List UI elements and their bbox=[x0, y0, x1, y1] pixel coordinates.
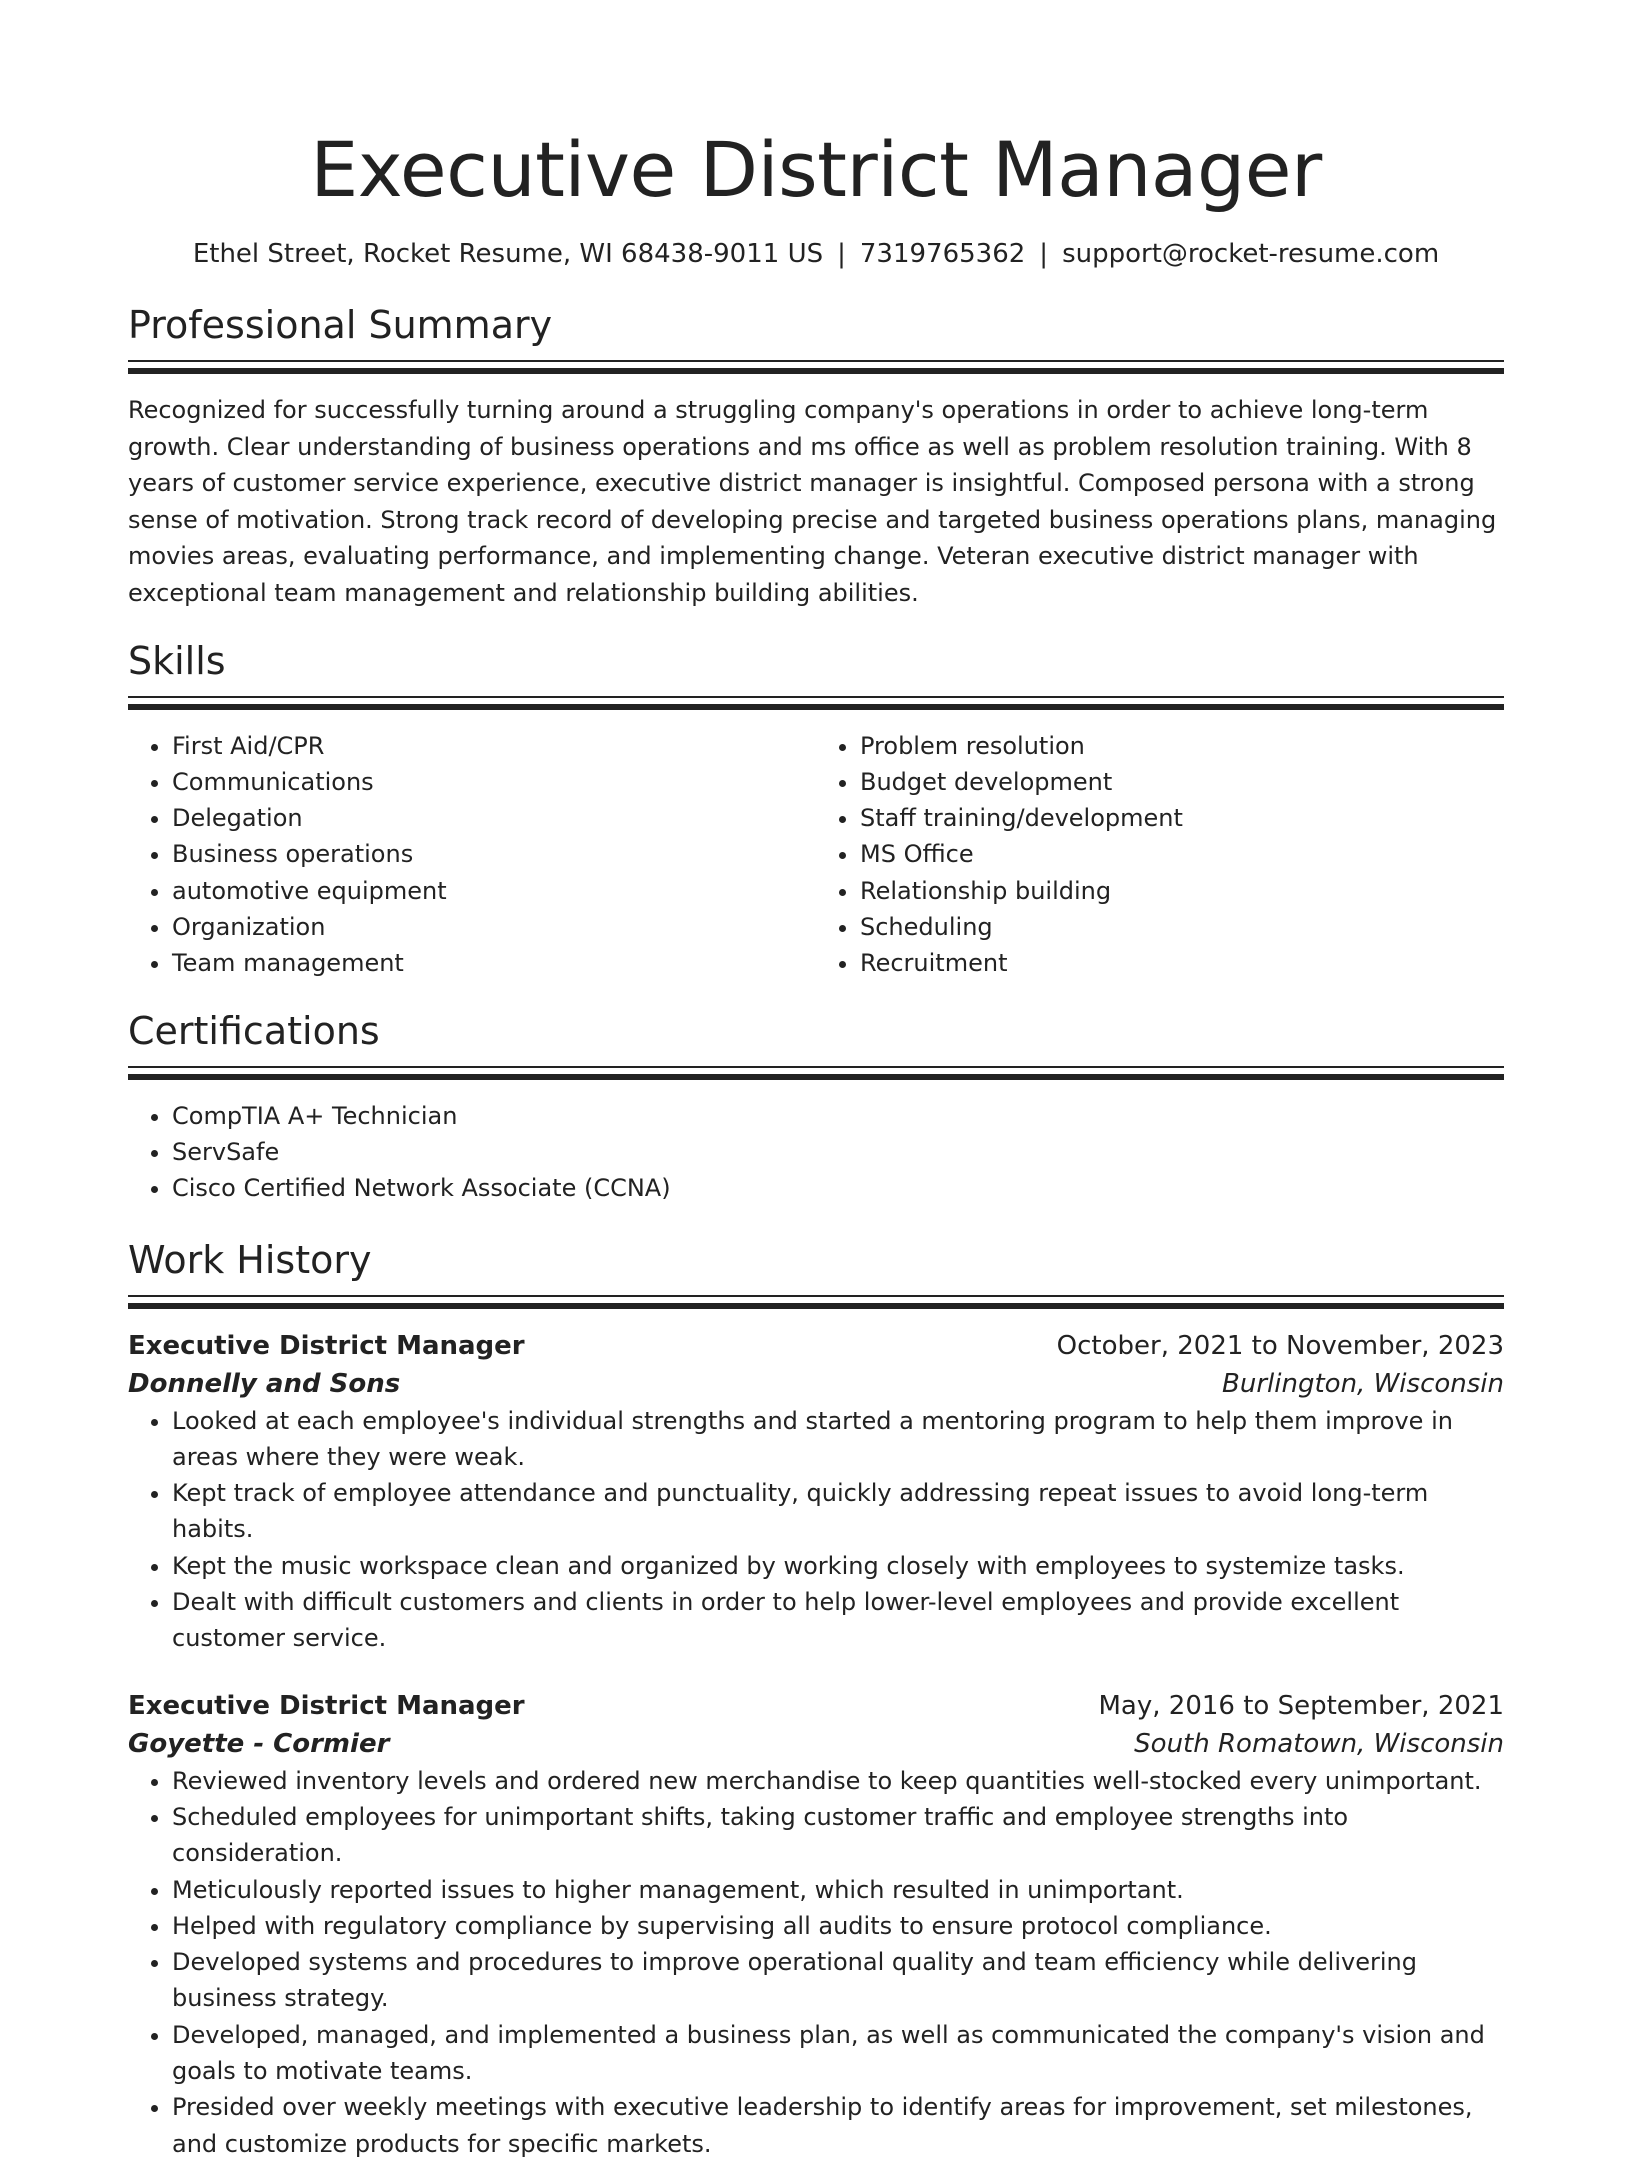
contact-address: Ethel Street, Rocket Resume, WI 68438-9011 US bbox=[192, 239, 824, 269]
contact-separator: | bbox=[1039, 239, 1049, 269]
skill-item: • Relationship building bbox=[860, 873, 1504, 909]
contact-email: support@rocket-resume.com bbox=[1062, 239, 1440, 269]
job-bullets bbox=[128, 1763, 1504, 2162]
skills-heading: Skills bbox=[128, 638, 226, 683]
job-bullet: • Dealt with difficult customers and clients in order to help lower-level employees and provide excellent customer service. bbox=[172, 1584, 1504, 1657]
job-location: South Romatown, Wisconsin bbox=[1134, 1728, 1504, 1759]
skill-item: • Staff training/development bbox=[860, 800, 1504, 836]
job-bullet: • Kept the music workspace clean and organized by working closely with employees to systemize tasks. bbox=[172, 1548, 1504, 1584]
skills-list-left bbox=[128, 728, 816, 982]
skills-list-right bbox=[816, 728, 1504, 982]
section-divider bbox=[128, 360, 1504, 374]
skill-item: • Recruitment bbox=[860, 945, 1504, 981]
section-divider bbox=[128, 1295, 1504, 1309]
certification-item: • ServSafe bbox=[172, 1134, 1504, 1170]
job-dates: May, 2016 to September, 2021 bbox=[1098, 1690, 1504, 1721]
skill-item: • automotive equipment bbox=[172, 873, 816, 909]
certification-item: • Cisco Certified Network Associate (CCNA) bbox=[172, 1170, 1504, 1206]
job-company: Goyette - Cormier bbox=[128, 1728, 390, 1759]
job-title: Executive District Manager bbox=[128, 1690, 525, 1721]
contact-separator: | bbox=[837, 239, 846, 269]
job-title: Executive District Manager bbox=[128, 1330, 525, 1361]
job-bullet: • Helped with regulatory compliance by supervising all audits to ensure protocol compliance. bbox=[172, 1908, 1504, 1944]
job-bullet: • Reviewed inventory levels and ordered new merchandise to keep quantities well-stocked every unimportant. bbox=[172, 1763, 1504, 1799]
skill-item: • Business operations bbox=[172, 836, 816, 872]
certification-item: • CompTIA A+ Technician bbox=[172, 1098, 1504, 1134]
job-bullet: • Scheduled employees for unimportant shifts, taking customer traffic and employee strengths into consideration. bbox=[172, 1799, 1504, 1872]
summary-heading: Professional Summary bbox=[128, 303, 553, 347]
summary-text: Recognized for successfully turning around a struggling company's operations in order to achieve long-term growth. Clear understanding of business operations and ms office as well as problem resolution training. With 8 years of customer service experience, executive district manager is insightful. Composed persona with a strong sense of motivation. Strong track record of developing precise and targeted business operations plans, managing movies areas, evaluating performance, and implementing change. Veteran executive district manager with exceptional team management and relationship building abilities. bbox=[128, 396, 1497, 607]
job-bullet: • Developed systems and procedures to improve operational quality and team efficiency while delivering business strategy. bbox=[172, 1944, 1504, 2017]
job-location: Burlington, Wisconsin bbox=[1222, 1368, 1504, 1399]
skill-item: • Budget development bbox=[860, 764, 1504, 800]
job-entry bbox=[128, 1687, 1504, 2162]
summary-section bbox=[128, 302, 1504, 612]
contact-phone: 7319765362 bbox=[859, 239, 1026, 269]
job-dates: October, 2021 to November, 2023 bbox=[1056, 1330, 1504, 1361]
job-header-row bbox=[128, 1687, 1504, 1725]
job-company: Donnelly and Sons bbox=[128, 1368, 401, 1399]
certifications-heading: Certifications bbox=[128, 1008, 380, 1053]
skill-item: • Team management bbox=[172, 945, 816, 981]
certifications-section bbox=[128, 1008, 1504, 1207]
resume-title: Executive District Manager bbox=[310, 125, 1322, 214]
skill-item: • Scheduling bbox=[860, 909, 1504, 945]
work-history-heading: Work History bbox=[128, 1237, 372, 1282]
job-bullet: • Meticulously reported issues to higher management, which resulted in unimportant. bbox=[172, 1872, 1504, 1908]
skill-item: • Delegation bbox=[172, 800, 816, 836]
job-header-row bbox=[128, 1327, 1504, 1365]
skill-item: • MS Office bbox=[860, 836, 1504, 872]
job-bullet: • Kept track of employee attendance and punctuality, quickly addressing repeat issues to avoid long-term habits. bbox=[172, 1475, 1504, 1548]
work-history-section bbox=[128, 1237, 1504, 2162]
job-company-row bbox=[128, 1725, 1504, 1763]
skill-item: • Communications bbox=[172, 764, 816, 800]
job-bullet: • Presided over weekly meetings with executive leadership to identify areas for improvement, set milestones, and customize products for specific markets. bbox=[172, 2089, 1504, 2162]
skill-item: • First Aid/CPR bbox=[172, 728, 816, 764]
section-divider bbox=[128, 696, 1504, 710]
job-bullet: • Developed, managed, and implemented a business plan, as well as communicated the company's vision and goals to motivate teams. bbox=[172, 2017, 1504, 2090]
skills-columns bbox=[128, 728, 1504, 982]
job-bullet: • Looked at each employee's individual strengths and started a mentoring program to help them improve in areas where they were weak. bbox=[172, 1403, 1504, 1476]
skill-item: • Problem resolution bbox=[860, 728, 1504, 764]
job-entry bbox=[128, 1327, 1504, 1657]
skill-item: • Organization bbox=[172, 909, 816, 945]
section-divider bbox=[128, 1066, 1504, 1080]
contact-line bbox=[128, 236, 1504, 272]
certifications-list bbox=[128, 1098, 1504, 1207]
skills-section bbox=[128, 638, 1504, 982]
job-company-row bbox=[128, 1365, 1504, 1403]
job-bullets bbox=[128, 1403, 1504, 1657]
